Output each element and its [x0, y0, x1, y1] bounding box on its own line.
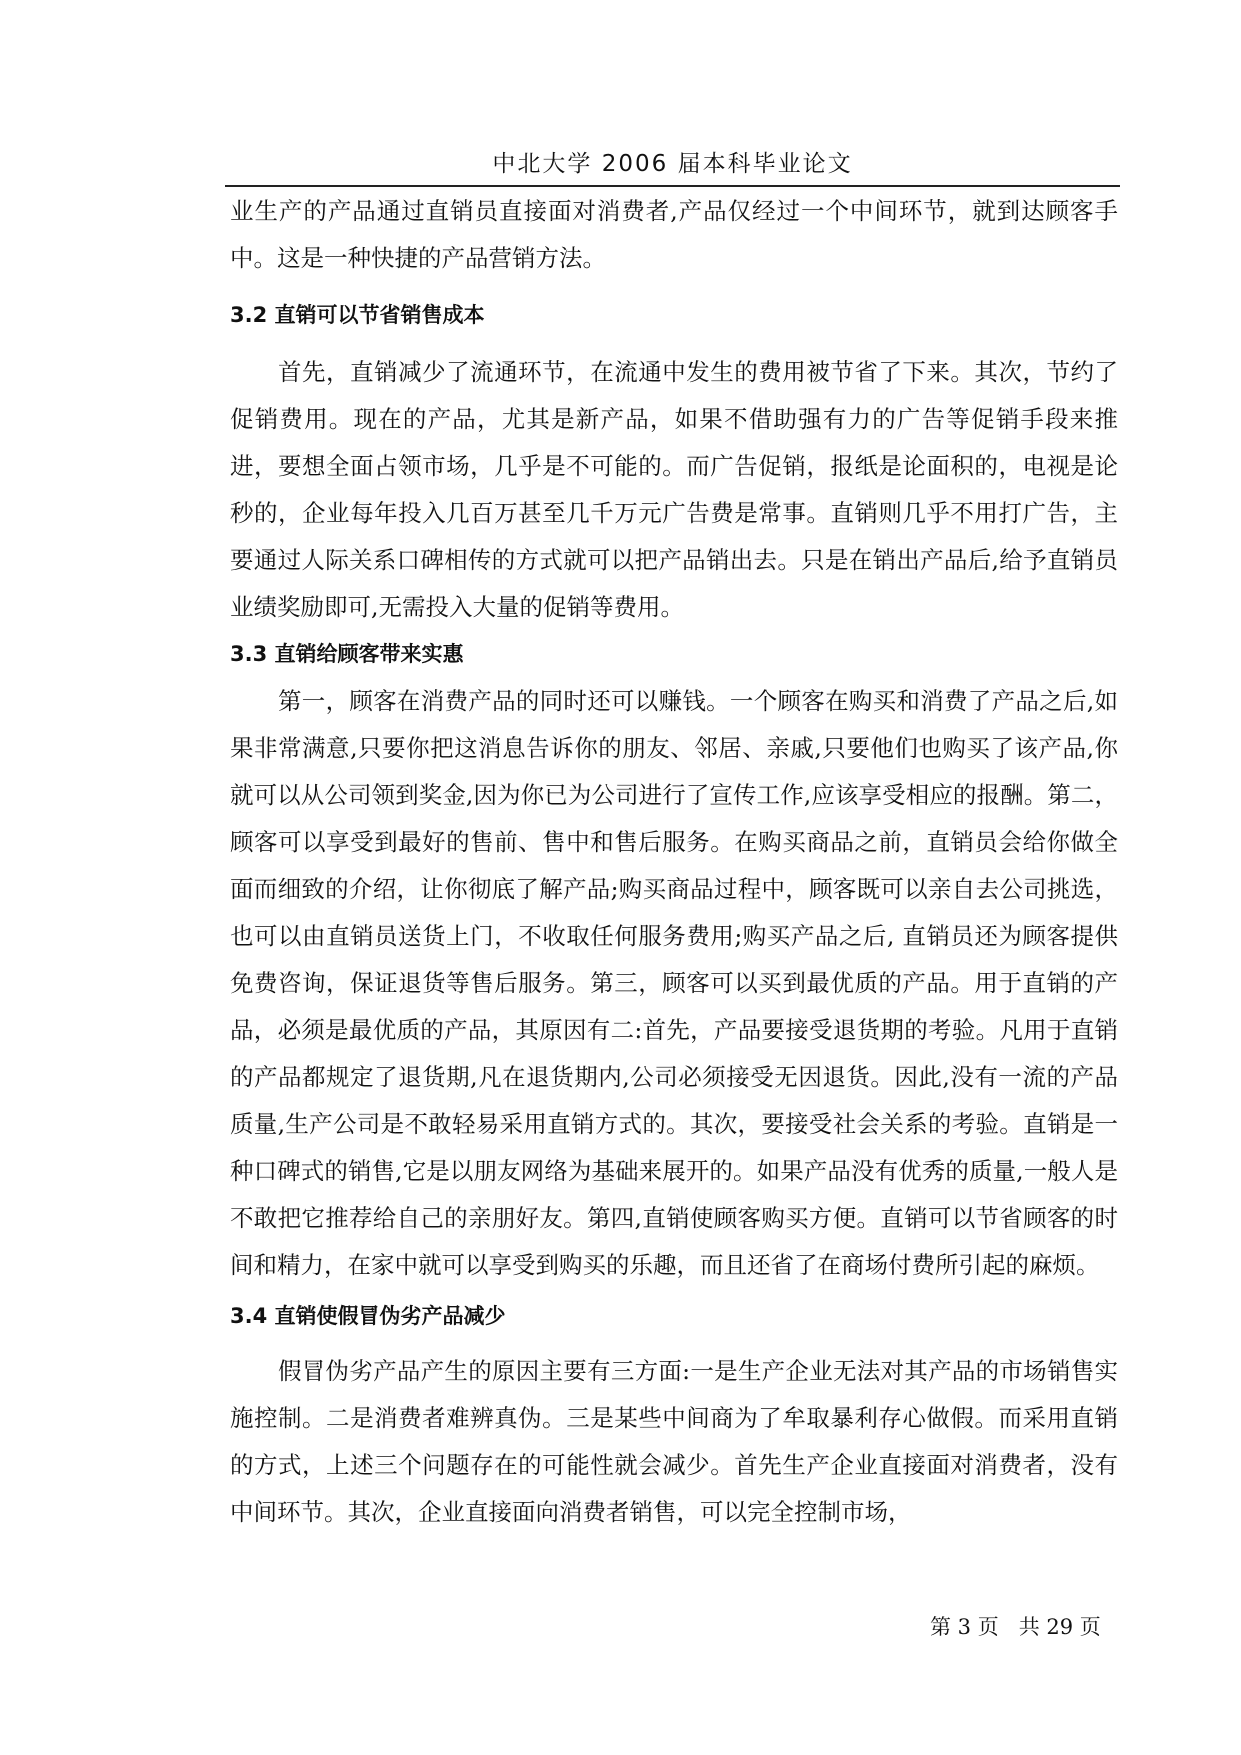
document-body — [230, 188, 1118, 1536]
running-header: 中北大学 2006 届本科毕业论文 — [492, 151, 853, 177]
section-heading-3-3: 3.3 直销给顾客带来实惠 — [230, 642, 464, 666]
paragraph-continuation: 业生产的产品通过直销员直接面对消费者,产品仅经过一个中间环节，就到达顾客手中。这是一种快捷的产品营销方法。 — [230, 197, 1118, 272]
header-rule — [225, 185, 1120, 187]
paragraph-3-3: 第一，顾客在消费产品的同时还可以赚钱。一个顾客在购买和消费了产品之后,如果非常满意,只要你把这消息告诉你的朋友、邻居、亲戚,只要他们也购买了该产品,你就可以从公司领到奖金,因为你已为公司进行了宣传工作,应该享受相应的报酬。第二，顾客可以享受到最好的售前、售中和售后服务。在购买商品之前，直销员会给你做全面而细致的介绍，让你彻底了解产品;购买商品过程中，顾客既可以亲自去公司挑选，也可以由直销员送货上门，不收取任何服务费用;购买产品之后, 直销员还为顾客提供免费咨询，保证退货等售后服务。第三，顾客可以买到最优质的产品。用于直销的产品，必须是最优质的产品，其原因有二:首先，产品要接受退货期的考验。凡用于直销的产品都规定了退货期,凡在退货期内,公司必须接受无因退货。因此,没有一流的产品质量,生产公司是不敢轻易采用直销方式的。其次，要接受社会关系的考验。直销是一种口碑式的销售,它是以朋友网络为基础来展开的。如果产品没有优秀的质量,一般人是不敢把它推荐给自己的亲朋好友。第四,直销使顾客购买方便。直销可以节省顾客的时间和精力，在家中就可以享受到购买的乐趣，而且还省了在商场付费所引起的麻烦。 — [230, 687, 1118, 1279]
section-heading-3-4: 3.4 直销使假冒伪劣产品减少 — [230, 1304, 506, 1328]
section-heading-3-2: 3.2 直销可以节省销售成本 — [230, 303, 485, 327]
paragraph-3-4: 假冒伪劣产品产生的原因主要有三方面:一是生产企业无法对其产品的市场销售实施控制。二是消费者难辨真伪。三是某些中间商为了牟取暴利存心做假。而采用直销的方式，上述三个问题存在的可能性就会减少。首先生产企业直接面对消费者，没有中间环节。其次，企业直接面向消费者销售，可以完全控制市场， — [230, 1357, 1118, 1526]
paragraph-3-2: 首先，直销减少了流通环节，在流通中发生的费用被节省了下来。其次，节约了促销费用。现在的产品，尤其是新产品，如果不借助强有力的广告等促销手段来推进，要想全面占领市场，几乎是不可能的。而广告促销，报纸是论面积的，电视是论秒的，企业每年投入几百万甚至几千万元广告费是常事。直销则几乎不用打广告，主要通过人际关系口碑相传的方式就可以把产品销出去。只是在销出产品后,给予直销员业绩奖励即可,无需投入大量的促销等费用。 — [230, 358, 1118, 621]
page-number-footer: 第 3 页 共 29 页 — [930, 1615, 1101, 1639]
